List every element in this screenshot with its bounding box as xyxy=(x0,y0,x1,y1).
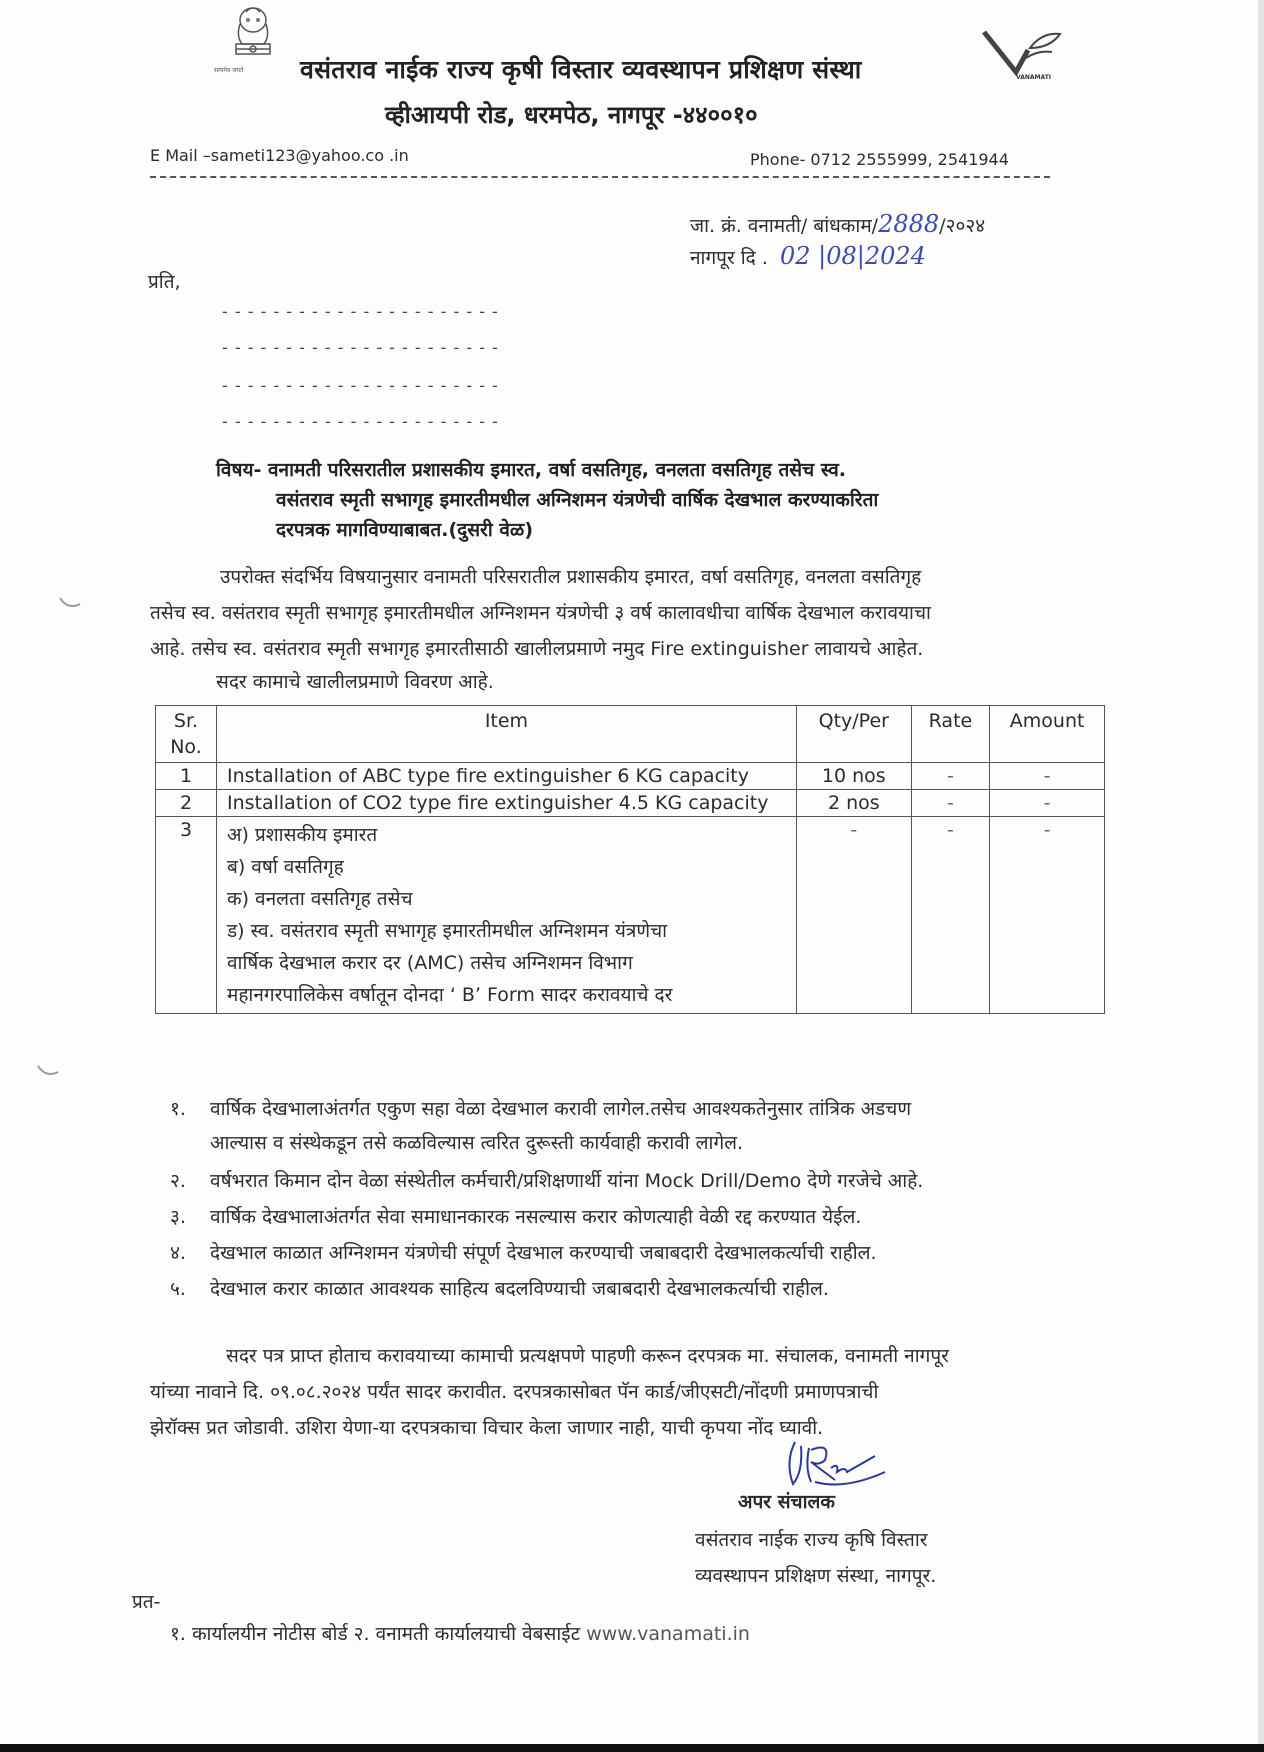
address-blank-line: - - - - - - - - - - - - - - - - - - - - - - xyxy=(222,302,499,321)
condition-text: वर्षभरात किमान दोन वेळा संस्थेतील कर्मचारी/प्रशिक्षणार्थी यांना Mock Drill/Demo देणे गरजेचे आहे. xyxy=(210,1170,924,1192)
closing-line: झेरॉक्स प्रत जोडावी. उशिरा येणा-या दरपत्रकाचा विचार केला जाणार नाही, याची कृपया नोंद घ्यावी. xyxy=(150,1417,824,1439)
letter-date xyxy=(690,242,926,270)
condition-item xyxy=(170,1272,1130,1306)
recipient-label: प्रति, xyxy=(148,271,181,293)
condition-number: ५. xyxy=(170,1278,186,1300)
item-line: ड) स्व. वसंतराव स्मृती सभागृह इमारतीमधील अग्निशमन यंत्रणेचा xyxy=(226,920,668,942)
emblem-caption: सत्यमेव जयते xyxy=(214,67,244,74)
condition-text: देखभाल काळात अग्निशमन यंत्रणेची संपूर्ण देखभाल करण्याची जबाबदारी देखभालकर्त्याची राहील. xyxy=(210,1242,877,1264)
condition-number: ३. xyxy=(170,1206,186,1228)
item-line: ब) वर्षा वसतिगृह xyxy=(226,856,344,878)
reference-prefix: जा. क्रं. वनामती/ बांधकाम/ xyxy=(690,215,879,237)
items-table xyxy=(155,705,1105,1014)
copy-label: प्रत- xyxy=(132,1591,161,1613)
address-blank-line: - - - - - - - - - - - - - - - - - - - - - - xyxy=(222,376,499,395)
header-divider xyxy=(150,176,1050,178)
condition-continuation: आल्यास व संस्थेकडून तसे कळविल्यास त्वरित दुरूस्ती कार्यवाही करावी लागेल. xyxy=(210,1132,744,1154)
signatory-organization: व्यवस्थापन प्रशिक्षण संस्था, नागपूर. xyxy=(695,1565,937,1587)
item-line: वार्षिक देखभाल करार दर (AMC) तसेच अग्निशमन विभाग xyxy=(226,952,633,974)
header-qty: Qty/Per xyxy=(796,706,911,763)
header-sr: Sr. No. xyxy=(156,706,217,763)
table-row xyxy=(156,763,1105,790)
scan-border xyxy=(0,1744,1264,1752)
cell-rate: - xyxy=(911,790,990,817)
closing-paragraph xyxy=(150,1338,1125,1446)
condition-number: २. xyxy=(170,1170,186,1192)
intro-line: आहे. तसेच स्व. वसंतराव स्मृती सभागृह इमारतीसाठी खालीलप्रमाणे नमुद Fire extinguisher लावायचे आहेत. xyxy=(150,638,924,660)
intro-line: तसेच स्व. वसंतराव स्मृती सभागृह इमारतीमधील अग्निशमन यंत्रणेची ३ वर्ष कालावधीचा वार्षिक देखभाल करावयाचा xyxy=(150,602,931,624)
condition-text: वार्षिक देखभालाअंतर्गत सेवा समाधानकारक नसल्यास करार कोणत्याही वेळी रद्द करण्यात येईल. xyxy=(210,1206,862,1228)
condition-text: देखभाल करार काळात आवश्यक साहित्य बदलविण्याची जबाबदारी देखभालकर्त्याची राहील. xyxy=(210,1278,829,1300)
header-item: Item xyxy=(216,706,796,763)
cell-rate: - xyxy=(911,817,990,1014)
condition-item xyxy=(170,1164,1130,1198)
copy-line: १. कार्यालयीन नोटीस बोर्ड २. वनामती कार्यालयाची वेबसाईट xyxy=(170,1623,587,1645)
address-blank-line: - - - - - - - - - - - - - - - - - - - - - - xyxy=(222,412,499,431)
signatory-organization: वसंतराव नाईक राज्य कृषि विस्तार xyxy=(695,1529,928,1551)
closing-line: सदर पत्र प्राप्त होताच करावयाच्या कामाची प्रत्यक्षपणे पाहणी करून दरपत्रक मा. संचालक, वनामती नागपूर xyxy=(226,1345,949,1367)
table-row xyxy=(156,790,1105,817)
reference-handwritten-number: 2888 xyxy=(878,210,940,238)
reference-suffix: /२०२४ xyxy=(939,215,986,237)
contact-email: E Mail –sameti123@yahoo.co .in xyxy=(150,146,409,165)
closing-line: यांच्या नावाने दि. ०९.०८.२०२४ पर्यंत सादर करावीत. दरपत्रकासोबत पॅन कार्ड/जीएसटी/नोंदणी प्रमाणपत्राची xyxy=(150,1381,879,1403)
website-link[interactable]: www.vanamati.in xyxy=(586,1623,750,1645)
header-amount: Amount xyxy=(990,706,1105,763)
contact-phone: Phone- 0712 2555999, 2541944 xyxy=(750,150,1009,169)
item-line: महानगरपालिकेस वर्षातून दोनदा ‘ B’ Form सादर करावयाचे दर xyxy=(226,984,673,1006)
copy-recipients xyxy=(170,1620,750,1646)
condition-number: ४. xyxy=(170,1242,186,1264)
organization-title: वसंतराव नाईक राज्य कृषी विस्तार व्यवस्थापन प्रशिक्षण संस्था xyxy=(300,55,862,84)
cell-sr: 2 xyxy=(156,790,217,817)
cell-amount: - xyxy=(990,817,1105,1014)
cell-item: Installation of ABC type fire extinguisher 6 KG capacity xyxy=(216,763,796,790)
subject xyxy=(216,455,878,545)
state-emblem-icon xyxy=(216,4,290,74)
cell-sr: 1 xyxy=(156,763,217,790)
subject-line: दरपत्रक मागविण्याबाबत.(दुसरी वेळ) xyxy=(276,519,534,541)
cell-qty: 2 nos xyxy=(796,790,911,817)
page-edge xyxy=(1258,0,1264,1752)
header-rate: Rate xyxy=(911,706,990,763)
condition-number: १. xyxy=(170,1098,186,1120)
punch-hole-mark-icon xyxy=(58,594,82,610)
date-handwritten-value: 02 |08|2024 xyxy=(779,242,926,270)
condition-item xyxy=(170,1236,1130,1270)
cell-amount: - xyxy=(990,763,1105,790)
condition-item xyxy=(170,1200,1130,1234)
address-blank-line: - - - - - - - - - - - - - - - - - - - - - - xyxy=(222,338,499,357)
subject-line: विषय- वनामती परिसरातील प्रशासकीय इमारत, वर्षा वसतिगृह, वनलता वसतिगृह तसेच स्व. xyxy=(216,459,847,481)
cell-item: Installation of CO2 type fire extinguisher 4.5 KG capacity xyxy=(216,790,796,817)
cell-amount: - xyxy=(990,790,1105,817)
organization-address: व्हीआयपी रोड, धरमपेठ, नागपूर -४४००१० xyxy=(385,101,758,129)
condition-item xyxy=(170,1092,1130,1160)
logo-caption: VANAMATI xyxy=(1016,74,1052,81)
intro-line: सदर कामाचे खालीलप्रमाणे विवरण आहे. xyxy=(216,671,494,693)
item-line: अ) प्रशासकीय इमारत xyxy=(226,824,378,846)
cell-rate: - xyxy=(911,763,990,790)
signature-icon xyxy=(775,1432,895,1492)
cell-qty: 10 nos xyxy=(796,763,911,790)
cell-sr: 3 xyxy=(156,817,217,1014)
subject-line: वसंतराव स्मृती सभागृह इमारतीमधील अग्निशमन यंत्रणेची वार्षिक देखभाल करण्याकरिता xyxy=(276,489,879,511)
intro-line: उपरोक्त संदर्भिय विषयानुसार वनामती परिसरातील प्रशासकीय इमारत, वर्षा वसतिगृह, वनलता वसतिगृह xyxy=(220,566,922,588)
date-label: नागपूर दि . xyxy=(690,247,768,269)
cell-qty: - xyxy=(796,817,911,1014)
table-row xyxy=(156,817,1105,1014)
reference-number xyxy=(690,210,985,238)
cell-item-list xyxy=(216,817,796,1014)
punch-hole-mark-icon xyxy=(36,1062,60,1078)
table-header-row xyxy=(156,706,1105,763)
item-line: क) वनलता वसतिगृह तसेच xyxy=(226,888,413,910)
condition-text: वार्षिक देखभालाअंतर्गत एकुण सहा वेळा देखभाल करावी लागेल.तसेच आवश्यकतेनुसार तांत्रिक अडचण xyxy=(210,1098,912,1120)
signatory-title: अपर संचालक xyxy=(738,1491,835,1513)
